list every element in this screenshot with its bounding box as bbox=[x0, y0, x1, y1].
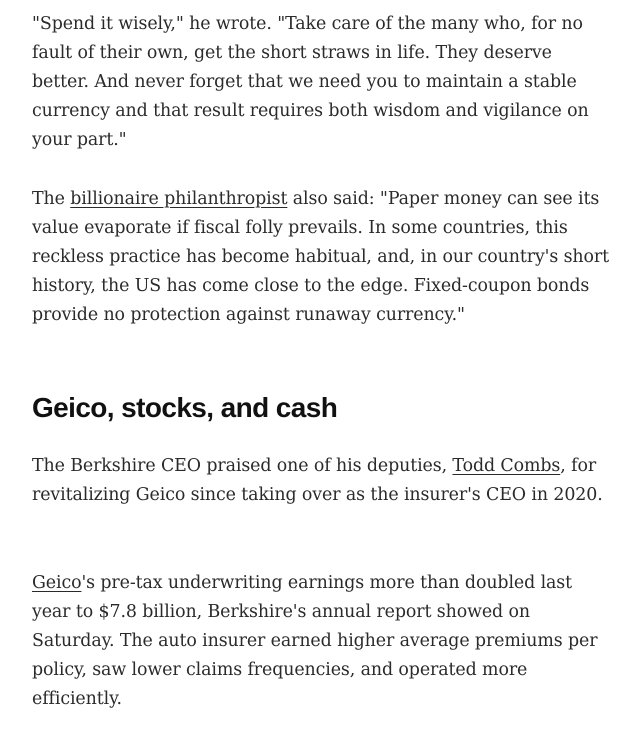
todd-combs-link[interactable]: Todd Combs bbox=[452, 456, 561, 476]
berkshire-ceo-paragraph bbox=[32, 452, 612, 510]
paragraph-text-start: The Berkshire CEO praised one of his deputies, bbox=[32, 456, 453, 476]
paragraph-text-end: also said: "Paper money can see its value evaporate if fiscal folly prevails. In some countries, this reckless practice has become habitual, and, in our country's short history, the US has come close to the edge. Fixed-coupon bonds provide no protection against runaway currency." bbox=[32, 189, 610, 325]
geico-link[interactable]: Geico bbox=[32, 573, 82, 593]
billionaire-philanthropist-link[interactable]: billionaire philanthropist bbox=[70, 189, 288, 209]
paragraph-text-start: The bbox=[32, 189, 71, 209]
paragraph-text: "Spend it wisely," he wrote. "Take care of the many who, for no fault of their own, get the short straws in life. They deserve better. And never forget that we need you to maintain a stable currency and that result requires both wisdom and vigilance on your part." bbox=[32, 14, 589, 150]
philanthropist-paragraph bbox=[32, 185, 612, 330]
paragraph-text-end: , for revitalizing Geico since taking over as the insurer's CEO in 2020. bbox=[32, 456, 603, 505]
geico-earnings-paragraph bbox=[32, 569, 612, 714]
quote-paragraph bbox=[32, 10, 612, 155]
paragraph-text-end: 's pre-tax underwriting earnings more than doubled last year to $7.8 billion, Berkshire's annual report showed on Saturday. The auto insurer earned higher average premiums per policy, saw lower claims frequencies, and operated more efficiently. bbox=[32, 573, 598, 709]
section-heading: Geico, stocks, and cash bbox=[32, 392, 338, 423]
